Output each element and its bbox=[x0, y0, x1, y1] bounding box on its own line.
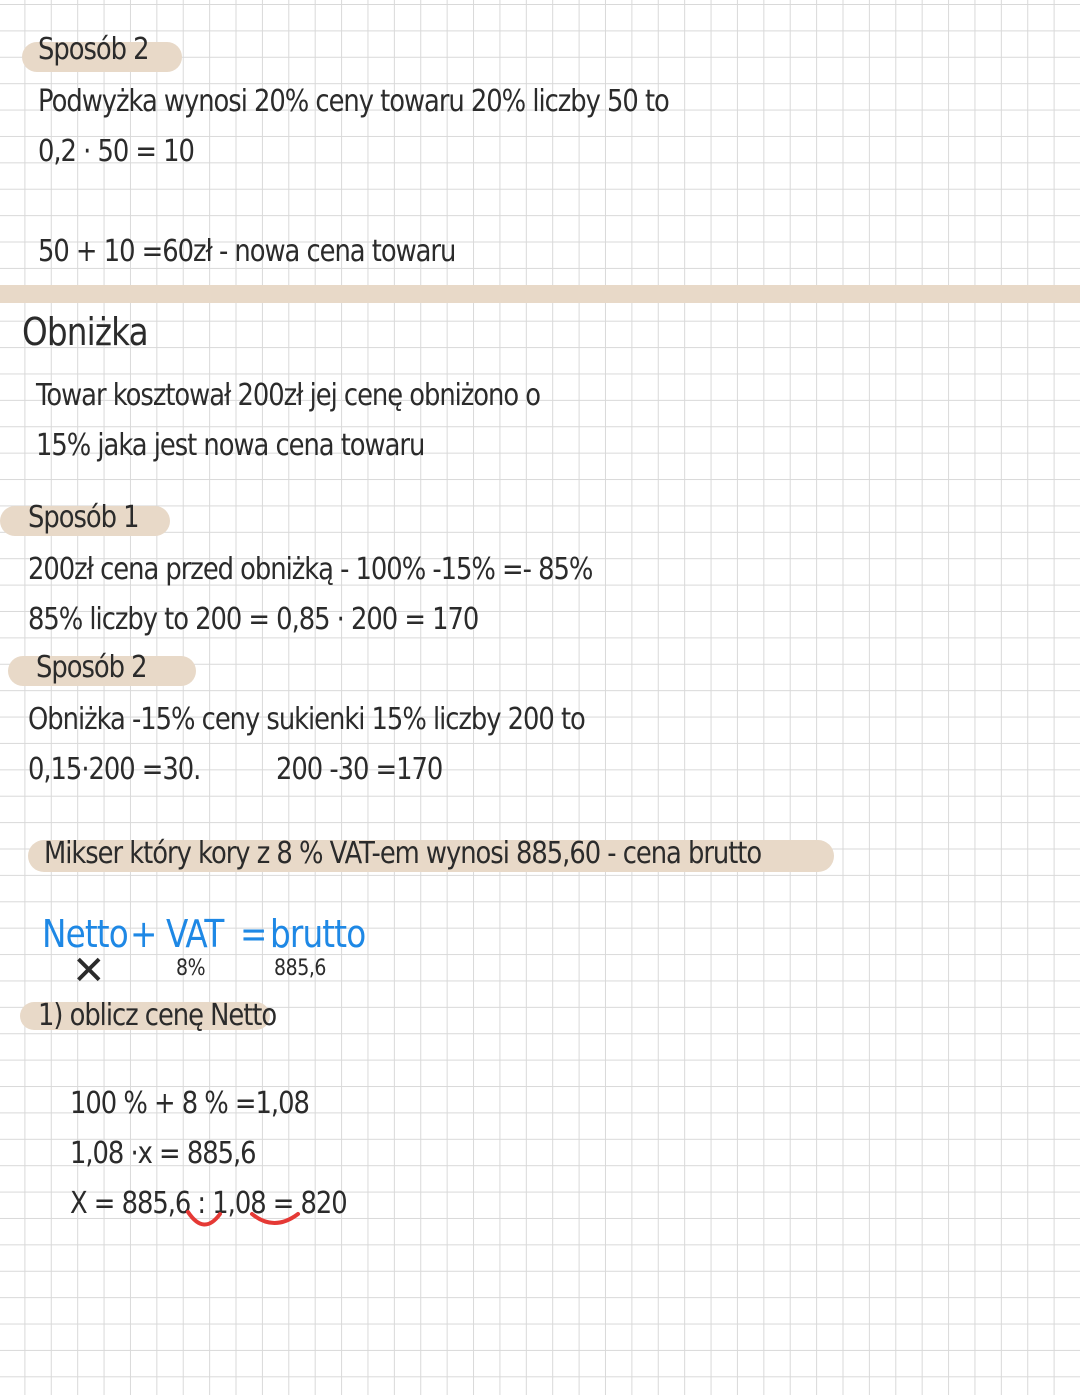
vat-value: 8% bbox=[176, 956, 206, 981]
section2-title: Obniżka bbox=[22, 310, 148, 354]
step-heading: 1) oblicz cenę Netto bbox=[38, 998, 277, 1033]
formula-brutto: brutto bbox=[270, 912, 366, 956]
formula-vat: VAT bbox=[166, 912, 224, 956]
x-mark: ✕ bbox=[72, 948, 105, 994]
way2-line1: Obniżka -15% ceny sukienki 15% liczby 200 to bbox=[28, 702, 585, 737]
way1-heading: Sposób 1 bbox=[28, 500, 139, 535]
way2-line2a: 0,15·200 =30. bbox=[28, 752, 201, 787]
formula-netto: Netto bbox=[42, 912, 128, 956]
formula-plus: + bbox=[130, 912, 157, 956]
way2-line2b: 200 -30 =170 bbox=[276, 752, 443, 787]
calc-line3: X = 885,6 : 1,08 = 820 bbox=[70, 1186, 347, 1221]
red-mark-1 bbox=[188, 1212, 220, 1225]
section1-line2: 0,2 · 50 = 10 bbox=[38, 134, 194, 169]
formula-eq: = bbox=[240, 912, 267, 956]
section1-line3: 50 + 10 =60zł - nowa cena towaru bbox=[38, 234, 456, 269]
way1-line2: 85% liczby to 200 = 0,85 · 200 = 170 bbox=[28, 602, 479, 637]
task-line2: 15% jaka jest nowa cena towaru bbox=[36, 428, 425, 463]
way1-line1: 200zł cena przed obniżką - 100% -15% =- 85% bbox=[28, 552, 593, 587]
mikser-heading: Mikser który kory z 8 % VAT-em wynosi 885,60 - cena brutto bbox=[44, 836, 762, 871]
red-mark-2 bbox=[252, 1214, 298, 1223]
red-underline-marks bbox=[180, 1200, 340, 1240]
section1-heading: Sposób 2 bbox=[38, 32, 149, 67]
calc-line2: 1,08 ·x = 885,6 bbox=[70, 1136, 256, 1171]
section1-line1: Podwyżka wynosi 20% ceny towaru 20% liczby 50 to bbox=[38, 84, 669, 119]
way2-heading: Sposób 2 bbox=[36, 650, 147, 685]
task-line1: Towar kosztował 200zł jej cenę obniżono o bbox=[36, 378, 541, 413]
brutto-value: 885,6 bbox=[274, 956, 327, 981]
calc-line1: 100 % + 8 % =1,08 bbox=[70, 1086, 309, 1121]
section-divider bbox=[0, 285, 1080, 303]
